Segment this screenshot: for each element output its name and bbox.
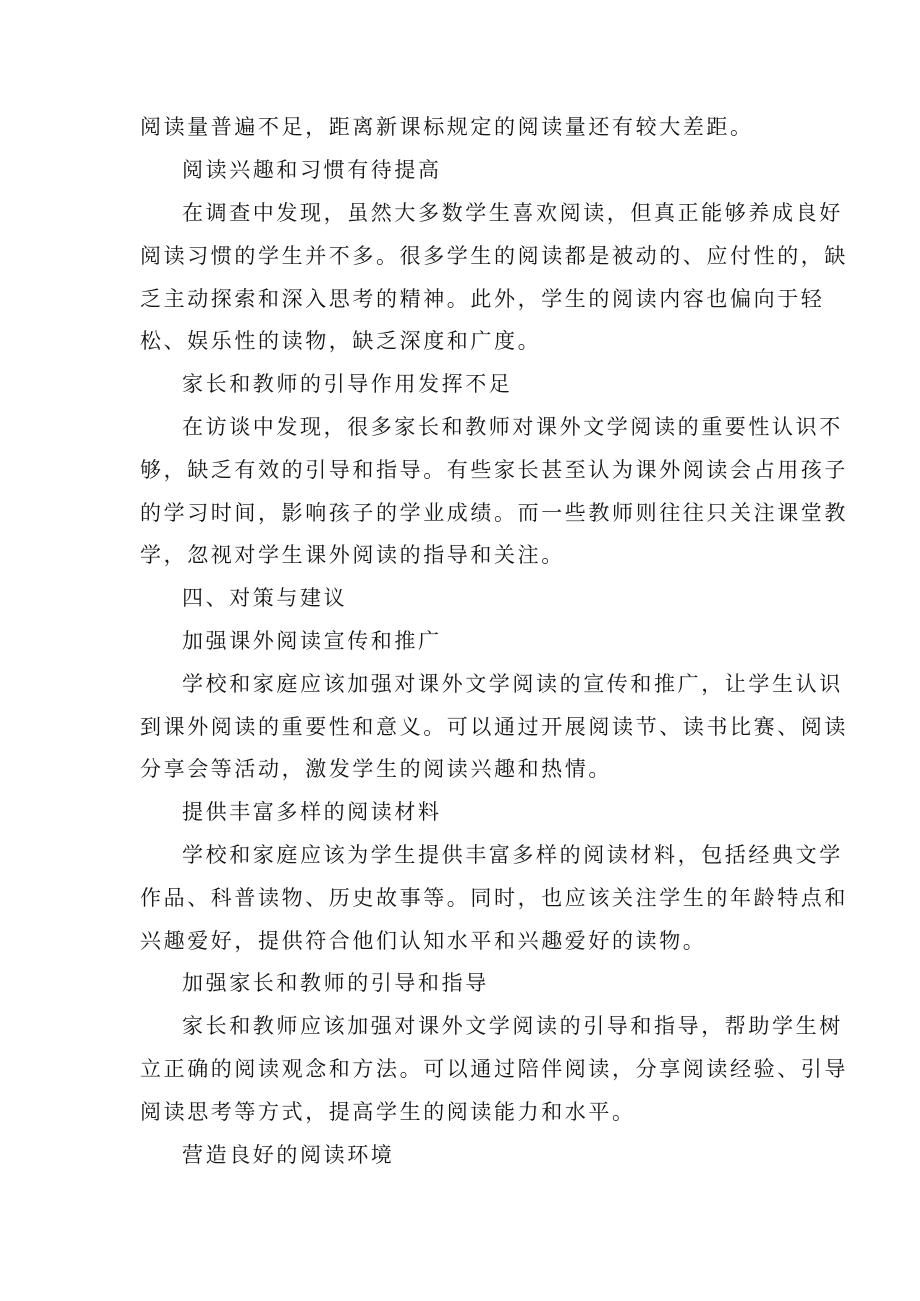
paragraph-line: 学校和家庭应该为学生提供丰富多样的阅读材料，包括经典文学	[182, 843, 843, 867]
paragraph-line: 分享会等活动，激发学生的阅读兴趣和热情。	[140, 757, 612, 781]
paragraph-line: 作品、科普读物、历史故事等。同时，也应该关注学生的年龄特点和	[140, 886, 848, 910]
paragraph-line: 阅读量普遍不足，距离新课标规定的阅读量还有较大差距。	[140, 115, 754, 139]
section-heading: 加强家长和教师的引导和指导	[182, 971, 489, 995]
section-heading: 四、对策与建议	[182, 586, 348, 610]
section-heading: 提供丰富多样的阅读材料	[182, 800, 442, 824]
section-heading: 阅读兴趣和习惯有待提高	[182, 158, 442, 182]
section-heading: 家长和教师的引导作用发挥不足	[182, 372, 513, 396]
paragraph-line: 学校和家庭应该加强对课外文学阅读的宣传和推广，让学生认识	[182, 672, 843, 696]
paragraph-line: 的学习时间，影响孩子的学业成绩。而一些教师则往往只关注课堂教	[140, 501, 848, 525]
paragraph-line: 阅读思考等方式，提高学生的阅读能力和水平。	[140, 1100, 636, 1124]
paragraph-line: 到课外阅读的重要性和意义。可以通过开展阅读节、读书比赛、阅读	[140, 715, 848, 739]
paragraph-line: 乏主动探索和深入思考的精神。此外，学生的阅读内容也偏向于轻	[140, 287, 825, 311]
paragraph-line: 立正确的阅读观念和方法。可以通过陪伴阅读，分享阅读经验、引导	[140, 1057, 848, 1081]
paragraph-line: 在访谈中发现，很多家长和教师对课外文学阅读的重要性认识不	[182, 415, 843, 439]
paragraph-line: 学，忽视对学生课外阅读的指导和关注。	[140, 543, 565, 567]
section-heading: 营造良好的阅读环境	[182, 1143, 395, 1167]
paragraph-line: 松、娱乐性的读物，缺乏深度和广度。	[140, 329, 542, 353]
paragraph-line: 够，缺乏有效的引导和指导。有些家长甚至认为课外阅读会占用孩子	[140, 458, 848, 482]
paragraph-line: 兴趣爱好，提供符合他们认知水平和兴趣爱好的读物。	[140, 929, 707, 953]
paragraph-line: 家长和教师应该加强对课外文学阅读的引导和指导，帮助学生树	[182, 1014, 843, 1038]
paragraph-line: 在调查中发现，虽然大多数学生喜欢阅读，但真正能够养成良好	[182, 201, 843, 225]
section-heading: 加强课外阅读宣传和推广	[182, 629, 442, 653]
paragraph-line: 阅读习惯的学生并不多。很多学生的阅读都是被动的、应付性的，缺	[140, 244, 848, 268]
